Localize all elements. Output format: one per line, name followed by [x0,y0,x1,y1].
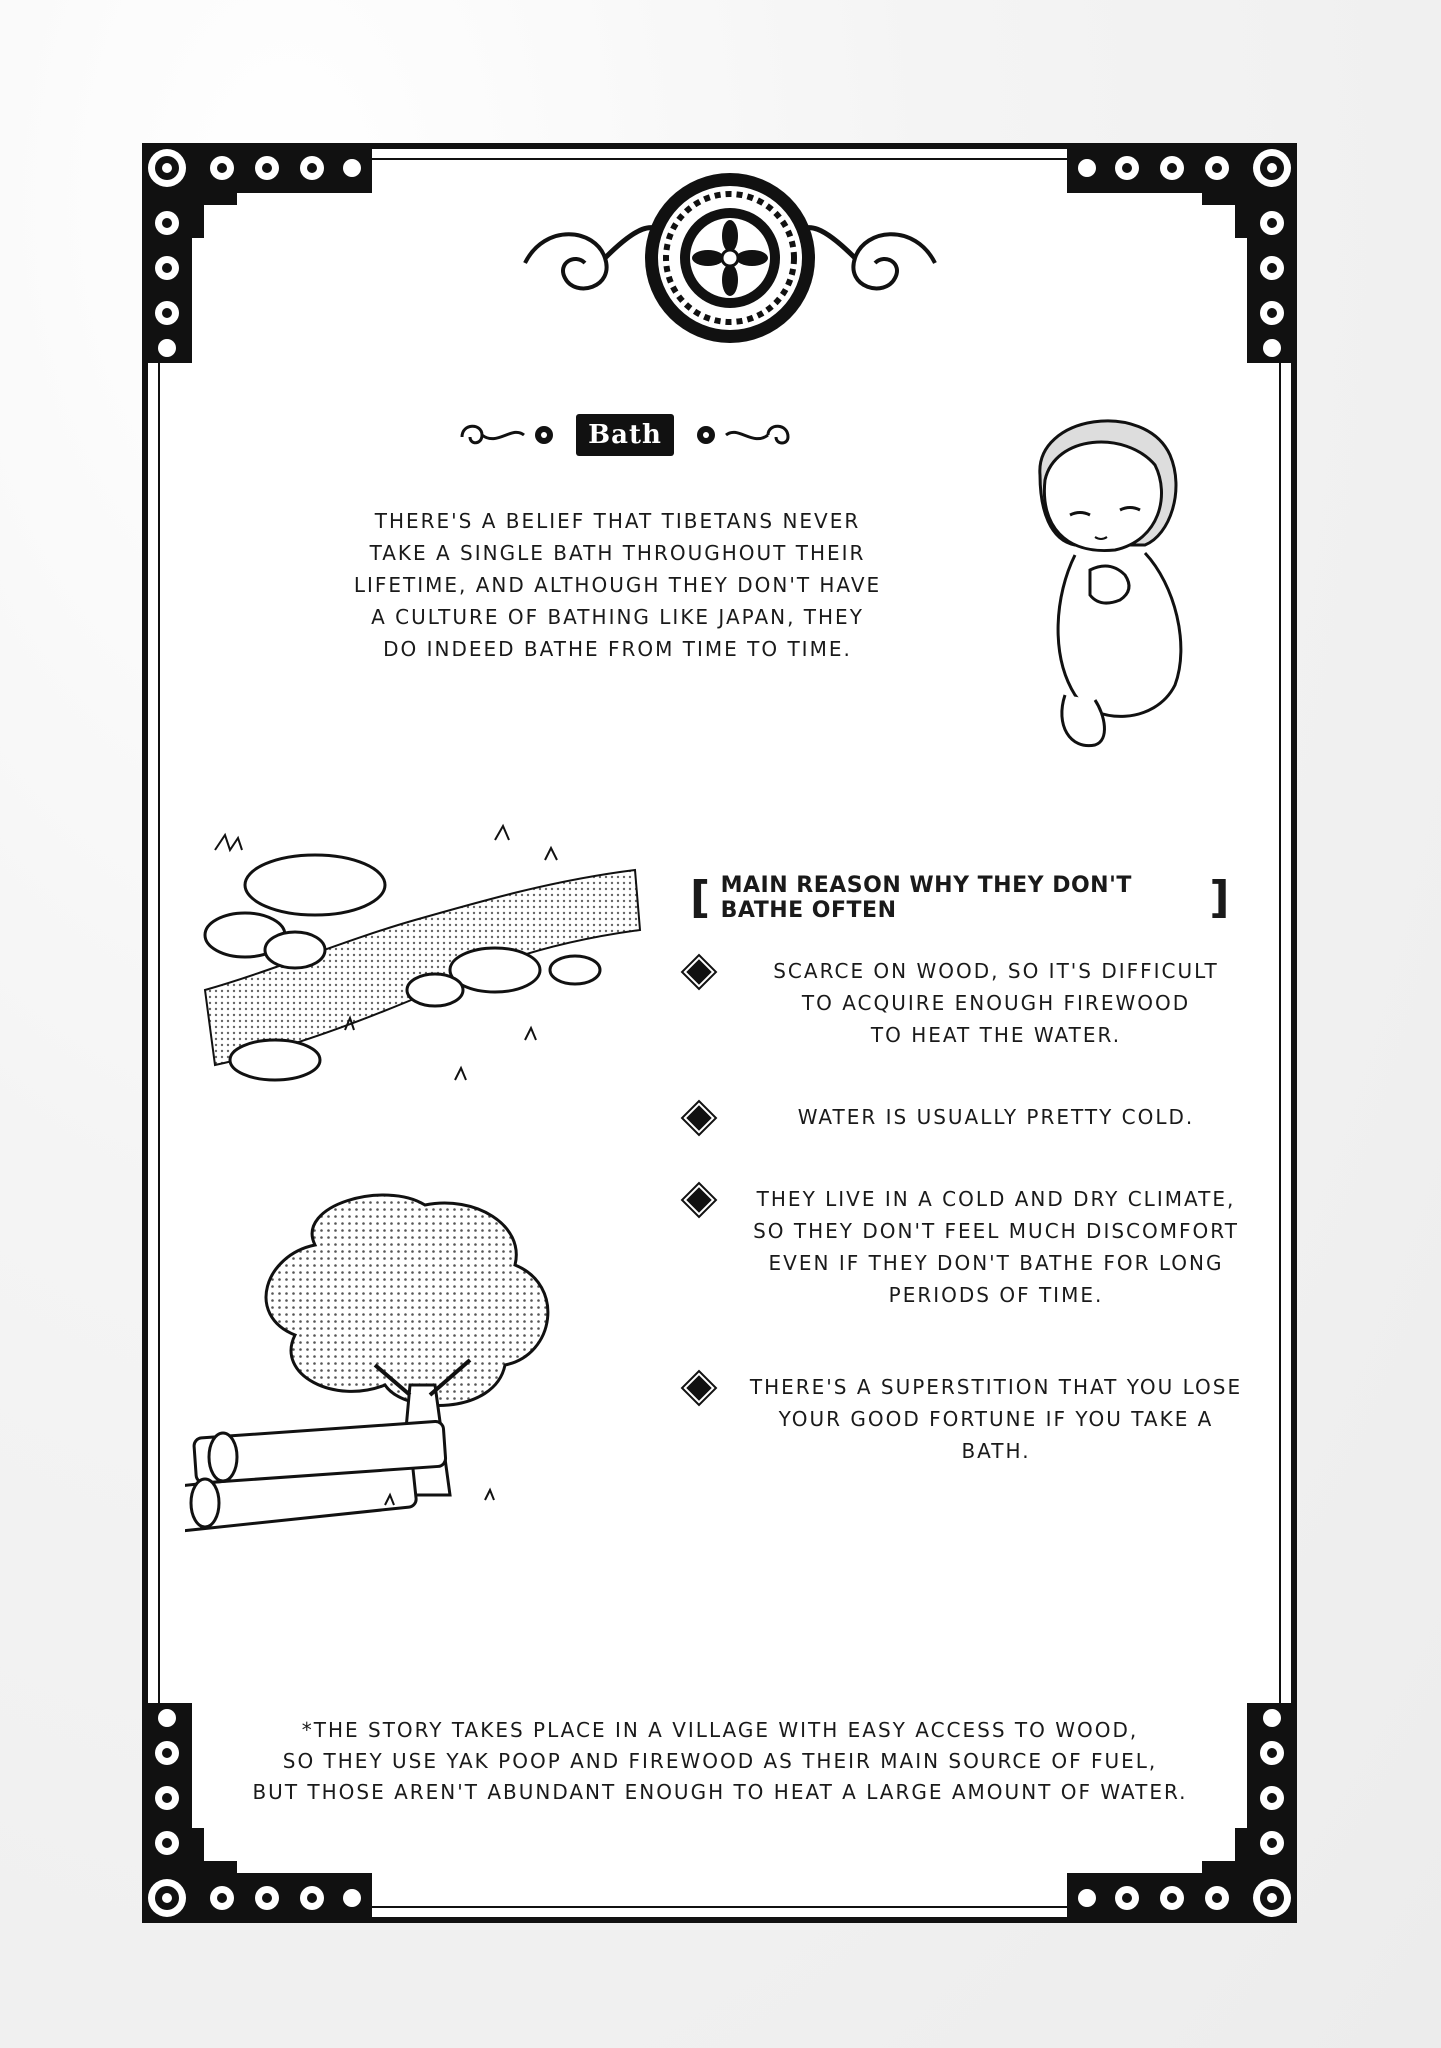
footnote-line: SO THEY USE YAK POOP AND FIREWOOD AS THEIR MAIN SOURCE OF FUEL, [282,1749,1158,1773]
bracket-left-icon: [ [690,872,711,923]
reason-line: TO HEAT THE WATER. [870,1023,1122,1047]
baby-illustration [995,395,1215,755]
bracket-right-icon: ] [1209,872,1230,923]
intro-line: TAKE A SINGLE BATH THROUGHOUT THEIR [369,541,866,565]
reason-item [680,1101,1250,1133]
footnote-line: *THE STORY TAKES PLACE IN A VILLAGE WITH EASY ACCESS TO WOOD, [301,1718,1139,1742]
reason-line: YOUR GOOD FORTUNE IF YOU TAKE A BATH. [778,1407,1214,1463]
reason-line: PERIODS OF TIME. [888,1283,1104,1307]
reason-item [680,1183,1250,1311]
diamond-bullet-icon [683,1184,714,1215]
tree-and-logs-illustration [185,1185,605,1555]
swirl-ornament-right-icon [688,415,798,455]
intro-line: A CULTURE OF BATHING LIKE JAPAN, THEY [371,605,864,629]
intro-line: DO INDEED BATHE FROM TIME TO TIME. [383,637,852,661]
heading-title: Bath [576,414,674,456]
reason-line: TO ACQUIRE ENOUGH FIREWOOD [801,991,1191,1015]
section-heading [440,405,810,465]
ornament-corner-top-left [142,143,372,363]
reason-line: SO THEY DON'T FEEL MUCH DISCOMFORT [753,1219,1239,1243]
intro-paragraph [345,505,890,665]
intro-line: THERE'S A BELIEF THAT TIBETANS NEVER [374,509,861,533]
reasons-list [680,955,1250,1467]
reason-item [680,955,1250,1051]
reason-line: THEY LIVE IN A COLD AND DRY CLIMATE, [756,1187,1236,1211]
swirl-ornament-left-icon [452,415,562,455]
stream-illustration [195,820,650,1100]
ornament-corner-top-right [1067,143,1297,363]
reason-line: SCARCE ON WOOD, SO IT'S DIFFICULT [773,959,1219,983]
intro-line: LIFETIME, AND ALTHOUGH THEY DON'T HAVE [353,573,882,597]
reason-line: EVEN IF THEY DON'T BATHE FOR LONG [768,1251,1224,1275]
footnote [230,1715,1210,1808]
diamond-bullet-icon [683,1102,714,1133]
diamond-bullet-icon [683,956,714,987]
footnote-line: BUT THOSE AREN'T ABUNDANT ENOUGH TO HEAT A LARGE AMOUNT OF WATER. [252,1780,1188,1804]
medallion-ornament [505,168,955,348]
reasons-title-text: MAIN REASON WHY THEY DON'T BATHE OFTEN [720,873,1132,923]
reason-line: THERE'S A SUPERSTITION THAT YOU LOSE [749,1375,1243,1399]
diamond-bullet-icon [683,1372,714,1403]
reason-line: WATER IS USUALLY PRETTY COLD. [797,1105,1195,1129]
reasons-title [680,870,1240,926]
reason-item [680,1371,1250,1467]
